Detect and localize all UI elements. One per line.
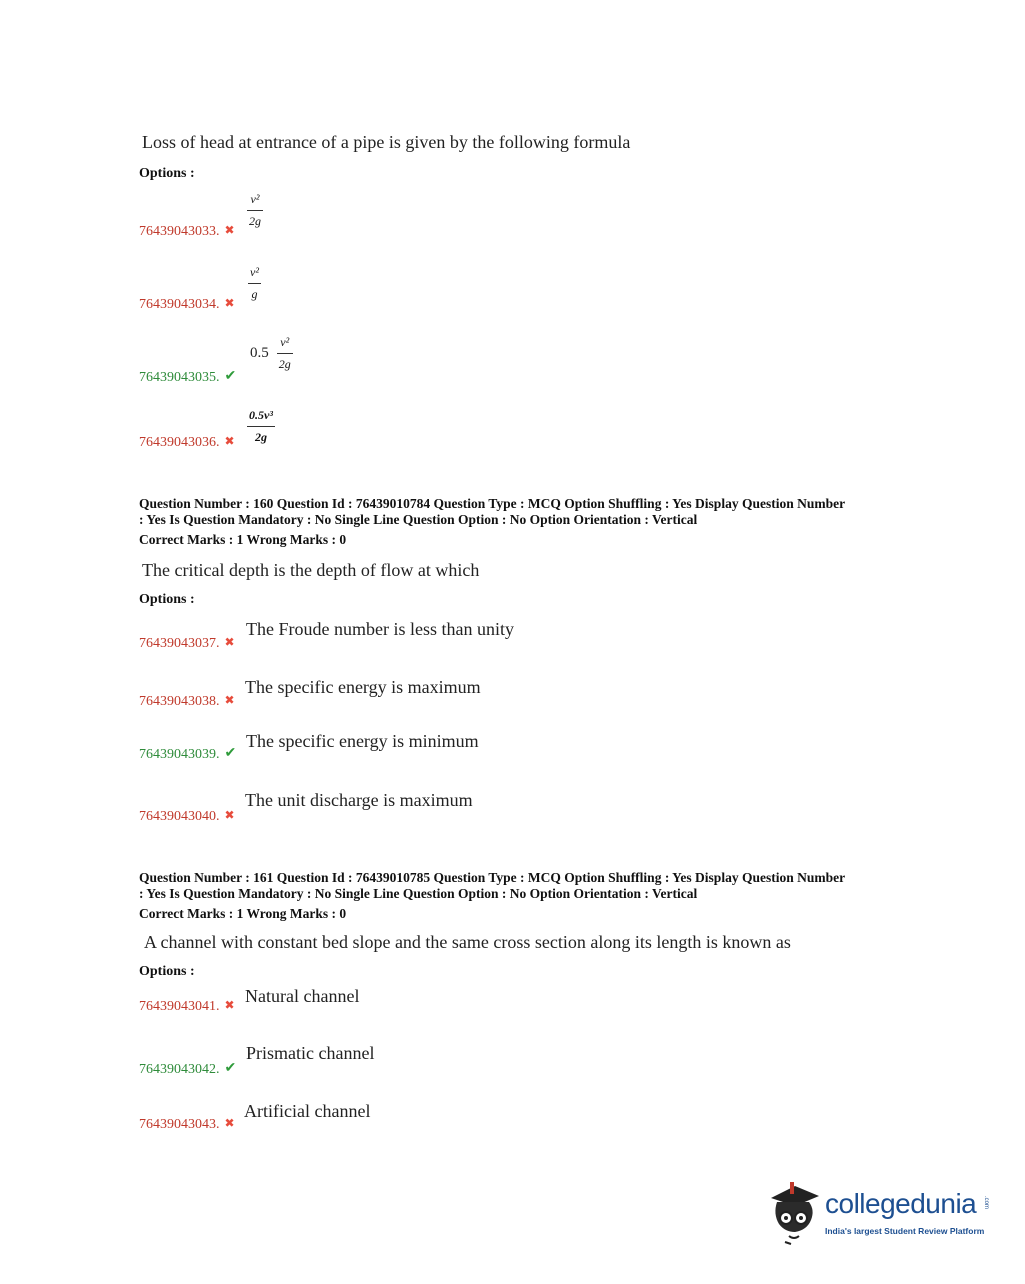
question-meta-line: : Yes Is Question Mandatory : No Single Line Question Option : No Option Orientation : Vertical bbox=[139, 886, 698, 901]
wrong-mark-icon: ✖ bbox=[224, 296, 235, 310]
brand-name: collegedunia bbox=[825, 1188, 977, 1219]
option-id: 76439043039. ✔ bbox=[139, 746, 237, 762]
option-id: 76439043037. ✖ bbox=[139, 635, 235, 651]
option-id: 76439043033. ✖ bbox=[139, 223, 235, 239]
check-mark-icon: ✔ bbox=[224, 746, 237, 761]
option-text: The unit discharge is maximum bbox=[245, 790, 473, 810]
option-formula: $\frac{\text{v²}}{2g}$ bbox=[249, 192, 261, 228]
option-id: 76439043036. ✖ bbox=[139, 434, 235, 450]
option-text: Natural channel bbox=[245, 986, 360, 1006]
wrong-mark-icon: ✖ bbox=[224, 693, 235, 707]
options-label: Options : bbox=[139, 964, 195, 979]
question-meta-line: Question Number : 160 Question Id : 76439010784 Question Type : MCQ Option Shuffling : Yes Display Question Number bbox=[139, 496, 846, 511]
wrong-mark-icon: ✖ bbox=[224, 223, 235, 237]
option-formula: $\frac{\text{v²}}{g}$ bbox=[250, 265, 259, 301]
wrong-mark-icon: ✖ bbox=[224, 1116, 235, 1130]
wrong-mark-icon: ✖ bbox=[224, 998, 235, 1012]
question-meta-line: : Yes Is Question Mandatory : No Single Line Question Option : No Option Orientation : Vertical bbox=[139, 512, 698, 527]
question-161-text: A channel with constant bed slope and the same cross section along its length is known as bbox=[144, 932, 791, 952]
question-marks: Correct Marks : 1 Wrong Marks : 0 bbox=[139, 906, 347, 921]
mascot-icon bbox=[765, 1180, 823, 1246]
option-text: The specific energy is maximum bbox=[245, 677, 481, 697]
option-id: 76439043034. ✖ bbox=[139, 296, 235, 312]
option-text: The specific energy is minimum bbox=[246, 731, 479, 751]
collegedunia-logo[interactable] bbox=[765, 1180, 995, 1250]
question-meta-line: Question Number : 161 Question Id : 76439010785 Question Type : MCQ Option Shuffling : Yes Display Question Number bbox=[139, 870, 846, 885]
wrong-mark-icon: ✖ bbox=[224, 808, 235, 822]
question-160-text: The critical depth is the depth of flow at which bbox=[142, 560, 480, 580]
option-text: Artificial channel bbox=[244, 1101, 371, 1121]
option-text: Prismatic channel bbox=[246, 1043, 375, 1063]
option-id: 76439043042. ✔ bbox=[139, 1061, 237, 1077]
check-mark-icon: ✔ bbox=[224, 369, 237, 384]
option-text: The Froude number is less than unity bbox=[246, 619, 514, 639]
options-label: Options : bbox=[139, 592, 195, 607]
wrong-mark-icon: ✖ bbox=[224, 434, 235, 448]
option-id: 76439043040. ✖ bbox=[139, 808, 235, 824]
brand-tagline: India's largest Student Review Platform bbox=[825, 1226, 985, 1236]
option-formula: $\frac{\text{0.5v³}}{2g}$ bbox=[249, 408, 273, 444]
brand-tld: .com bbox=[983, 1196, 989, 1210]
option-id: 76439043035. ✔ bbox=[139, 369, 237, 385]
option-id: 76439043041. ✖ bbox=[139, 998, 235, 1014]
question-marks: Correct Marks : 1 Wrong Marks : 0 bbox=[139, 532, 347, 547]
options-label: Options : bbox=[139, 166, 195, 181]
option-id: 76439043038. ✖ bbox=[139, 693, 235, 709]
option-formula: 0.5 $\frac{\text{v²}}{2g}$ bbox=[250, 335, 291, 371]
check-mark-icon: ✔ bbox=[224, 1061, 237, 1076]
wrong-mark-icon: ✖ bbox=[224, 635, 235, 649]
option-id: 76439043043. ✖ bbox=[139, 1116, 235, 1132]
question-159-text: Loss of head at entrance of a pipe is given by the following formula bbox=[142, 132, 631, 152]
